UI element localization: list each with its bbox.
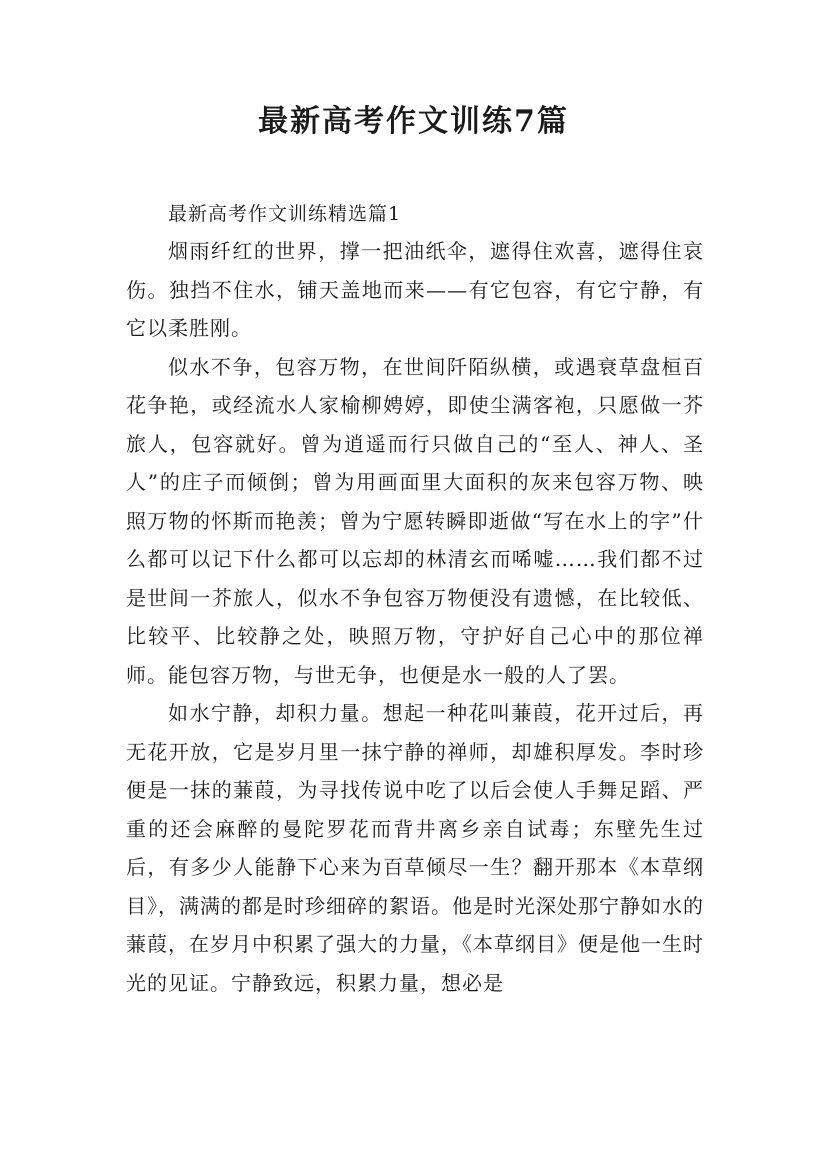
section-heading: 最新高考作文训练精选篇1 bbox=[168, 203, 402, 225]
document-body bbox=[126, 196, 704, 1002]
paragraph: 似水不争，包容万物，在世间阡陌纵横，或遇衰草盘桓百花争艳，或经流水人家榆柳娉婷，即使尘满客袍，只愿做一芥旅人，包容就好。曾为逍遥而行只做自己的“至人、神人、圣人”的庄子而倾倒；曾为用画面里大面积的灰来包容万物、映照万物的怀斯而艳羡；曾为宁愿转瞬即逝做“写在水上的字”什么都可以记下什么都可以忘却的林清玄而唏嘘……我们都不过是世间一芥旅人，似水不争包容万物便没有遗憾，在比较低、比较平、比较静之处，映照万物，守护好自己心中的那位禅师。能包容万物，与世无争，也便是水一般的人了罢。 bbox=[126, 354, 704, 687]
paragraph: 如水宁静，却积力量。想起一种花叫蒹葭，花开过后，再无花开放，它是岁月里一抹宁静的禅师，却雄积厚发。李时珍便是一抹的蒹葭，为寻找传说中吃了以后会使人手舞足蹈、严重的还会麻醉的曼陀罗花而背井离乡亲自试毒；东壁先生过后，有多少人能静下心来为百草倾尽一生？翻开那本《本草纲目》，满满的都是时珍细碎的絮语。他是时光深处那宁静如水的蒹葭，在岁月中积累了强大的力量，《本草纲目》便是他一生时光的见证。宁静致远，积累力量，想必是 bbox=[126, 701, 704, 995]
paragraph: 烟雨纤红的世界，撑一把油纸伞，遮得住欢喜，遮得住哀伤。独挡不住水，铺天盖地而来——有它包容，有它宁静，有它以柔胜刚。 bbox=[126, 239, 704, 340]
document-title: 最新高考作文训练7篇 bbox=[258, 104, 569, 139]
